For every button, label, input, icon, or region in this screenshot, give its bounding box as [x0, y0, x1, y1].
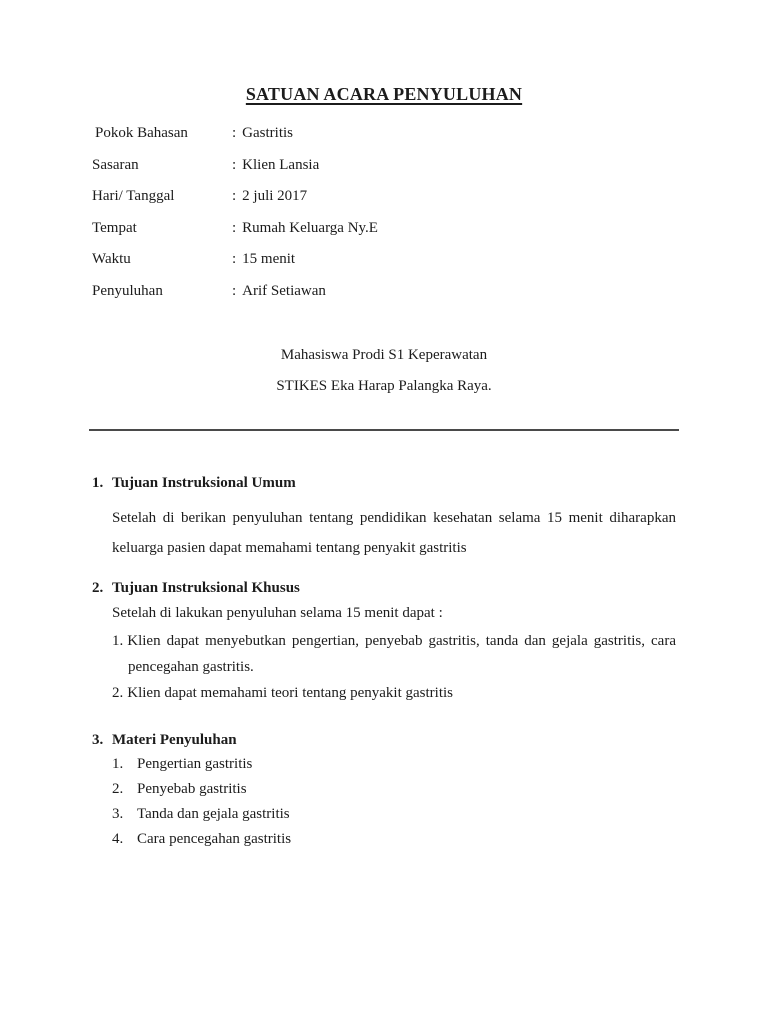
meta-value-text: Klien Lansia [242, 156, 320, 173]
meta-row-waktu [92, 249, 676, 269]
meta-label: Waktu [92, 251, 131, 267]
colon-separator: : [232, 251, 237, 267]
meta-value [232, 155, 319, 175]
list-item-text: Klien dapat memahami teori tentang penyakit gastritis [127, 684, 453, 701]
list-item-text: Cara pencegahan gastritis [137, 830, 292, 847]
institution-line-1: Mahasiswa Prodi S1 Keperawatan [280, 346, 488, 363]
list-item-number: 4. [112, 830, 124, 847]
section-2-list [112, 628, 676, 706]
meta-label: Pokok Bahasan [95, 125, 188, 141]
meta-value-text: Arif Setiawan [242, 282, 326, 299]
section-2-number: 2. [92, 579, 104, 596]
list-item [112, 754, 676, 774]
meta-label: Sasaran [92, 156, 139, 173]
section-tujuan-instruksional-khusus [92, 578, 676, 706]
colon-separator: : [232, 219, 237, 236]
section-1-heading [92, 473, 676, 493]
meta-value [232, 123, 293, 143]
colon-separator: : [232, 282, 237, 299]
list-item [112, 628, 676, 680]
meta-row-hari-tanggal [92, 186, 676, 206]
meta-row-penyuluhan [92, 281, 676, 301]
section-tujuan-instruksional-umum [92, 473, 676, 563]
colon-separator: : [232, 125, 237, 141]
section-3-heading [92, 730, 676, 750]
sections [92, 473, 676, 849]
colon-separator: : [232, 156, 237, 173]
section-materi-penyuluhan [92, 730, 676, 849]
section-1-number: 1. [92, 474, 104, 491]
list-item-text: Penyebab gastritis [137, 780, 247, 797]
horizontal-divider [89, 429, 679, 431]
meta-label: Tempat [92, 219, 137, 236]
list-item-number: 1. [112, 755, 124, 772]
meta-label: Hari/ Tanggal [92, 188, 175, 204]
section-2-heading [92, 578, 676, 598]
section-3-heading-text: Materi Penyuluhan [112, 731, 237, 748]
document-title: SATUAN ACARA PENYULUHAN [245, 84, 523, 104]
meta-value [232, 186, 307, 206]
meta-row-pokok-bahasan [92, 123, 676, 143]
section-1-paragraph: Setelah di berikan penyuluhan tentang pendidikan kesehatan selama 15 menit diharapkan keluarga pasien dapat memahami tentang penyakit gastritis [112, 509, 676, 556]
list-item-number: 2. [112, 684, 124, 701]
list-item [112, 680, 676, 706]
section-3-list [112, 754, 676, 849]
meta-value [232, 281, 326, 301]
institution-line-2: STIKES Eka Harap Palangka Raya. [276, 377, 492, 394]
meta-value [232, 218, 378, 238]
list-item [112, 804, 676, 824]
meta-row-tempat [92, 218, 676, 238]
list-item-number: 3. [112, 805, 124, 822]
meta-value [232, 249, 295, 269]
list-item-number: 2. [112, 780, 124, 797]
section-1-heading-text: Tujuan Instruksional Umum [112, 474, 296, 491]
list-item [112, 779, 676, 799]
meta-value-text: 2 juli 2017 [242, 188, 308, 204]
section-3-number: 3. [92, 731, 104, 748]
list-item-text: Tanda dan gejala gastritis [137, 805, 290, 822]
meta-row-sasaran [92, 155, 676, 175]
section-2-heading-text: Tujuan Instruksional Khusus [112, 579, 300, 596]
meta-fields [92, 123, 676, 301]
list-item [112, 829, 676, 849]
list-item-text: Pengertian gastritis [137, 755, 253, 772]
list-item-number: 1. [112, 632, 124, 649]
meta-value-text: Gastritis [242, 125, 294, 141]
institution-block [92, 345, 676, 396]
list-item-text: Klien dapat menyebutkan pengertian, penyebab gastritis, tanda dan gejala gastritis, cara pencegahan gastritis. [127, 632, 676, 675]
meta-value-text: Rumah Keluarga Ny.E [242, 219, 378, 236]
section-2-intro: Setelah di lakukan penyuluhan selama 15 menit dapat : [112, 604, 443, 621]
meta-label: Penyuluhan [92, 282, 163, 299]
meta-value-text: 15 menit [242, 251, 296, 267]
colon-separator: : [232, 188, 237, 204]
